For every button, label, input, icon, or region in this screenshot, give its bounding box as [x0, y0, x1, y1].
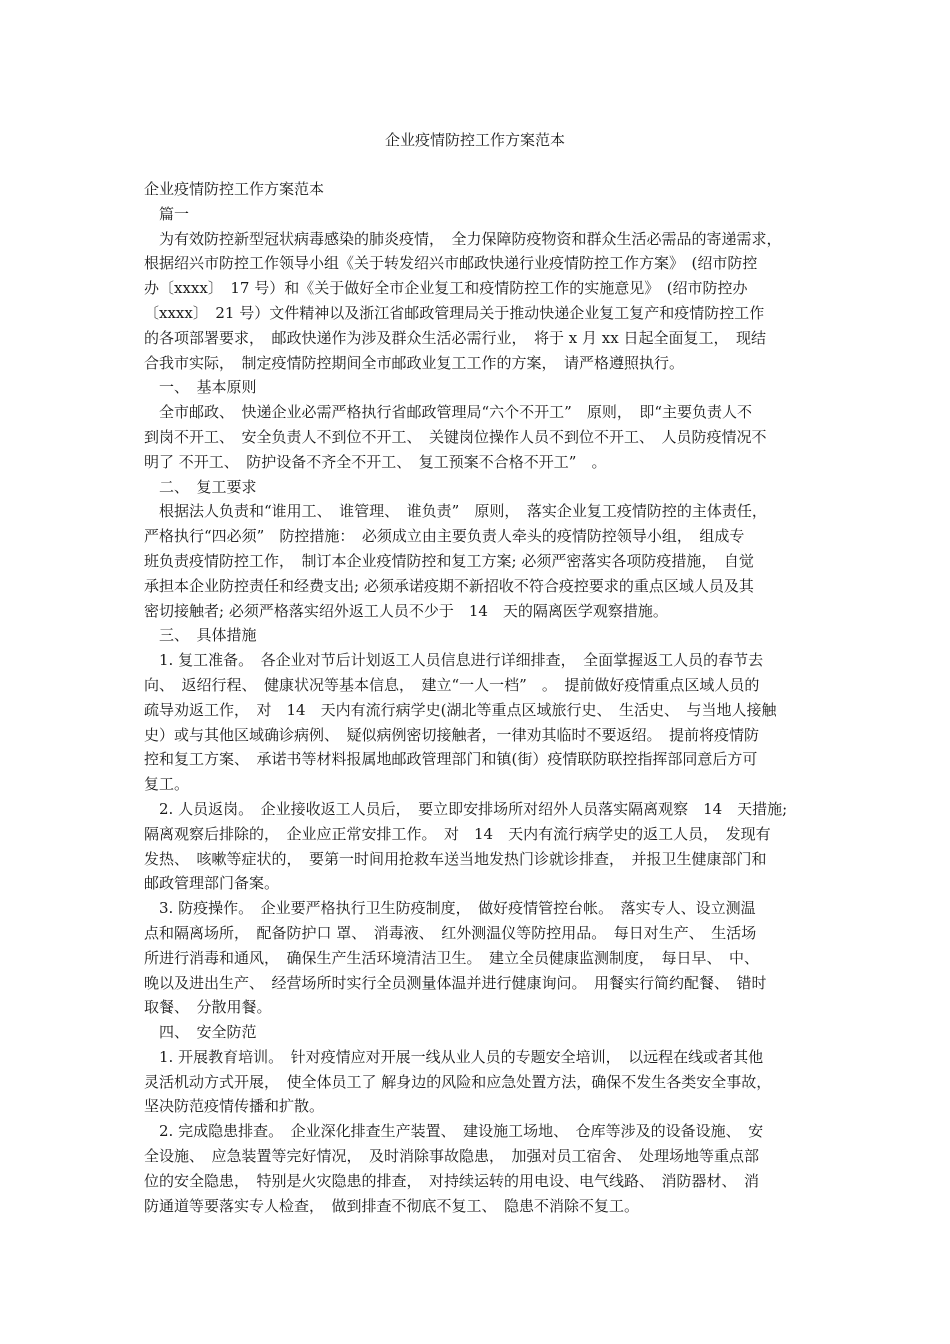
text-line: 1. 复工准备。 各企业对节后计划返工人员信息进行详细排查， 全面掌握返工人员的春节去: [144, 651, 764, 670]
text-line: 所进行消毒和通风， 确保生产生活环境清洁卫生。 建立全员健康监测制度， 每日早、 中、: [144, 948, 760, 967]
text-line: 承担本企业防控责任和经费支出; 必须承诺疫期不新招收不符合疫控要求的重点区域人员及其: [144, 576, 754, 595]
paragraph: [144, 1045, 812, 1119]
text-line: 到岗不开工、 安全负责人不到位不开工、 关键岗位操作人员不到位不开工、 人员防疫情况不: [144, 427, 767, 446]
text-line: 取餐、 分散用餐。: [144, 998, 272, 1017]
text-line: 合我市实际， 制定疫情防控期间全市邮政业复工工作的方案， 请严格遵照执行。: [144, 353, 685, 372]
paragraph: [144, 202, 812, 227]
paragraph: [144, 896, 812, 1020]
text-line: 〔xxxx〕 21 号）文件精神以及浙江省邮政管理局关于推动快递企业复工复产和疫情防控工作: [144, 303, 765, 322]
text-line: 密切接触者; 必须严格落实绍外返工人员不少于 14 天的隔离医学观察措施。: [144, 601, 668, 620]
text-line: 控和复工方案、 承诺书等材料报属地邮政管理部门和镇(街）疫情联防联控指挥部同意后方可: [144, 750, 758, 769]
text-line: 四、 安全防范: [144, 1023, 257, 1042]
text-line: 一、 基本原则: [144, 378, 257, 397]
text-line: 灵活机动方式开展， 使全体员工了 解身边的风险和应急处置方法，确保不发生各类安全事故，: [144, 1072, 772, 1091]
text-line: 办〔xxxx〕 17 号）和《关于做好全市企业复工和疫情防控工作的实施意见》 (绍市防控办: [144, 279, 748, 298]
text-line: 发热、 咳嗽等症状的， 要第一时间用抢救车送当地发热门诊就诊排查， 并报卫生健康部门和: [144, 849, 767, 868]
text-line: 邮政管理部门备案。: [144, 874, 280, 893]
paragraph: [144, 475, 812, 500]
text-line: 史）或与其他区域确诊病例、 疑似病例密切接触者，一律劝其临时不要返绍。 提前将疫情防: [144, 725, 760, 744]
paragraph: [144, 648, 812, 797]
text-line: 向、 返绍行程、 健康状况等基本信息， 建立“一人一档” 。 提前做好疫情重点区域人员的: [144, 675, 760, 694]
text-line: 企业疫情防控工作方案范本: [144, 180, 325, 198]
text-line: 点和隔离场所， 配备防护口 罩、 消毒液、 红外测温仪等防控用品。 每日对生产、 生活场: [144, 923, 757, 942]
text-line: 位的安全隐患， 特别是火灾隐患的排查， 对持续运转的用电设、电气线路、 消防器材、 消: [144, 1171, 760, 1190]
paragraph: [144, 1020, 812, 1045]
text-line: 疏导劝返工作， 对 14 天内有流行病学史(湖北等重点区域旅行史、 生活史、 与当地人接触: [144, 700, 777, 719]
paragraph: [144, 623, 812, 648]
text-line: 三、 具体措施: [144, 626, 257, 645]
paragraph: [144, 499, 812, 623]
text-line: 严格执行“四必须” 防控措施： 必须成立由主要负责人牵头的疫情防控领导小组， 组成专: [144, 527, 745, 546]
text-line: 的各项部署要求， 邮政快递作为涉及群众生活必需行业， 将于 x 月 xx 日起全面复工， 现结: [144, 328, 766, 347]
text-line: 2. 人员返岗。 企业接收返工人员后， 要立即安排场所对绍外人员落实隔离观察 14 天措施;: [144, 799, 788, 818]
text-line: 隔离观察后排除的， 企业应正常安排工作。 对 14 天内有流行病学史的返工人员， 发现有: [144, 824, 771, 843]
paragraph: [144, 1119, 812, 1218]
text-line: 二、 复工要求: [144, 477, 257, 496]
document-title: 企业疫情防控工作方案范本: [384, 131, 565, 149]
text-line: 晚以及进出生产、 经营场所时实行全员测量体温并进行健康询问。 用餐实行简约配餐、 错时: [144, 973, 767, 992]
text-line: 3. 防疫操作。 企业要严格执行卫生防疫制度， 做好疫情管控台帐。 落实专人、设立测温: [144, 899, 756, 918]
text-line: 2. 完成隐患排查。 企业深化排查生产装置、 建设施工场地、 仓库等涉及的设备设施、 安: [144, 1122, 764, 1141]
paragraph: [144, 797, 812, 896]
document-body: [144, 177, 812, 1218]
text-line: 坚决防范疫情传播和扩散。: [144, 1097, 325, 1116]
paragraph: [144, 227, 812, 376]
text-line: 篇一: [144, 204, 190, 223]
text-line: 为有效防控新型冠状病毒感染的肺炎疫情， 全力保障防疫物资和群众生活必需品的寄递需求，: [144, 229, 782, 248]
text-line: 1. 开展教育培训。 针对疫情应对开展一线从业人员的专题安全培训， 以远程在线或者其他: [144, 1047, 764, 1066]
paragraph: [144, 400, 812, 474]
text-line: 防通道等要落实专人检查， 做到排查不彻底不复工、 隐患不消除不复工。: [144, 1196, 640, 1215]
paragraph: [144, 375, 812, 400]
text-line: 班负责疫情防控工作， 制订本企业疫情防控和复工方案; 必须严密落实各项防疫措施， 自觉: [144, 551, 754, 570]
text-line: 复工。: [144, 775, 190, 794]
paragraph: [144, 177, 812, 202]
text-line: 全设施、 应急装置等完好情况， 及时消除事故隐患， 加强对员工宿舍、 处理场地等重点部: [144, 1147, 760, 1166]
text-line: 根据绍兴市防控工作领导小组《关于转发绍兴市邮政快递行业疫情防控工作方案》 (绍市防控: [144, 254, 758, 273]
text-line: 全市邮政、 快递企业必需严格执行省邮政管理局“六个不开工” 原则， 即“主要负责人不: [144, 403, 753, 422]
text-line: 明了 不开工、 防护设备不齐全不开工、 复工预案不合格不开工” 。: [144, 452, 607, 471]
text-line: 根据法人负责和“谁用工、 谁管理、 谁负责” 原则， 落实企业复工疫情防控的主体责任，: [144, 502, 767, 521]
